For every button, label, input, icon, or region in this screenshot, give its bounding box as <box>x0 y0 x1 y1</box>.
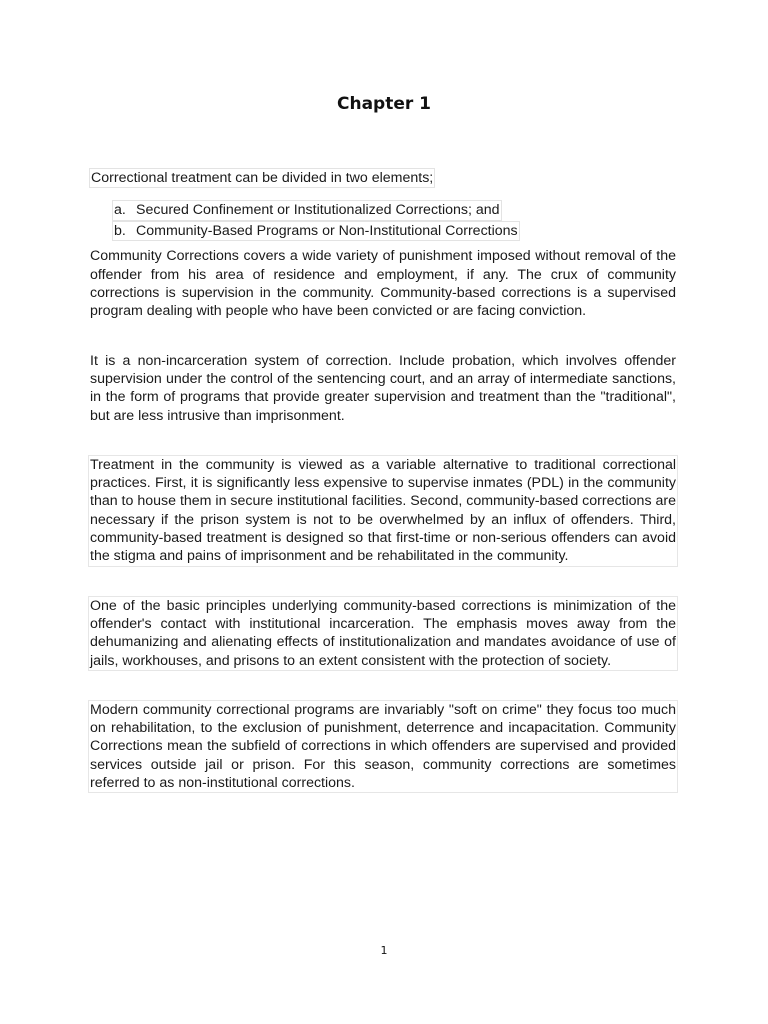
list-marker: b. <box>114 222 126 239</box>
list-item <box>112 221 678 242</box>
list-marker: a. <box>114 202 126 219</box>
document-body <box>90 168 678 793</box>
list-item-text: Community-Based Programs or Non-Institutional Corrections <box>136 222 518 239</box>
paragraph-community-corrections: Community Corrections covers a wide variety of punishment imposed without removal of the offender from his area of residence and employment, if any. The crux of community corrections is supervision in the community. Community-based corrections is a supervised program dealing with people who have been convicted or are facing conviction. <box>90 248 676 320</box>
paragraph-treatment-in-community: Treatment in the community is viewed as a variable alternative to traditional correctional practices. First, it is significantly less expensive to supervise inmates (PDL) in the community than to house them in secure institutional facilities. Second, community-based corrections are necessary if the prison system is not to be overwhelmed by an influx of offenders. Third, community-based treatment is designed so that first-time or non-serious offenders can avoid the stigma and pains of imprisonment and be rehabilitated in the community. <box>88 455 678 567</box>
intro-line <box>90 168 678 188</box>
paragraph-non-incarceration: It is a non-incarceration system of correction. Include probation, which involves offender supervision under the control of the sentencing court, and an array of intermediate sanctions, in the form of programs that provide greater supervision and treatment than the "traditional", but are less intrusive than imprisonment. <box>90 352 676 424</box>
chapter-title: Chapter 1 <box>336 94 431 114</box>
elements-list <box>90 200 678 241</box>
intro-text: Correctional treatment can be divided in two elements; <box>89 168 435 188</box>
list-item-text: Secured Confinement or Institutionalized Corrections; and <box>136 202 500 219</box>
paragraph-basic-principles: One of the basic principles underlying community-based corrections is minimization of the offender's contact with institutional incarceration. The emphasis moves away from the dehumanizing and alienating effects of institutionalization and mandates avoidance of use of jails, workhouses, and prisons to an extent consistent with the protection of society. <box>88 596 678 671</box>
page-number: 1 <box>380 944 388 957</box>
list-item <box>112 200 678 221</box>
paragraph-modern-programs: Modern community correctional programs are invariably "soft on crime" they focus too much on rehabilitation, to the exclusion of punishment, deterrence and incapacitation. Community Corrections mean the subfield of corrections in which offenders are supervised and provided services outside jail or prison. For this season, community corrections are sometimes referred to as non-institutional corrections. <box>88 700 678 793</box>
